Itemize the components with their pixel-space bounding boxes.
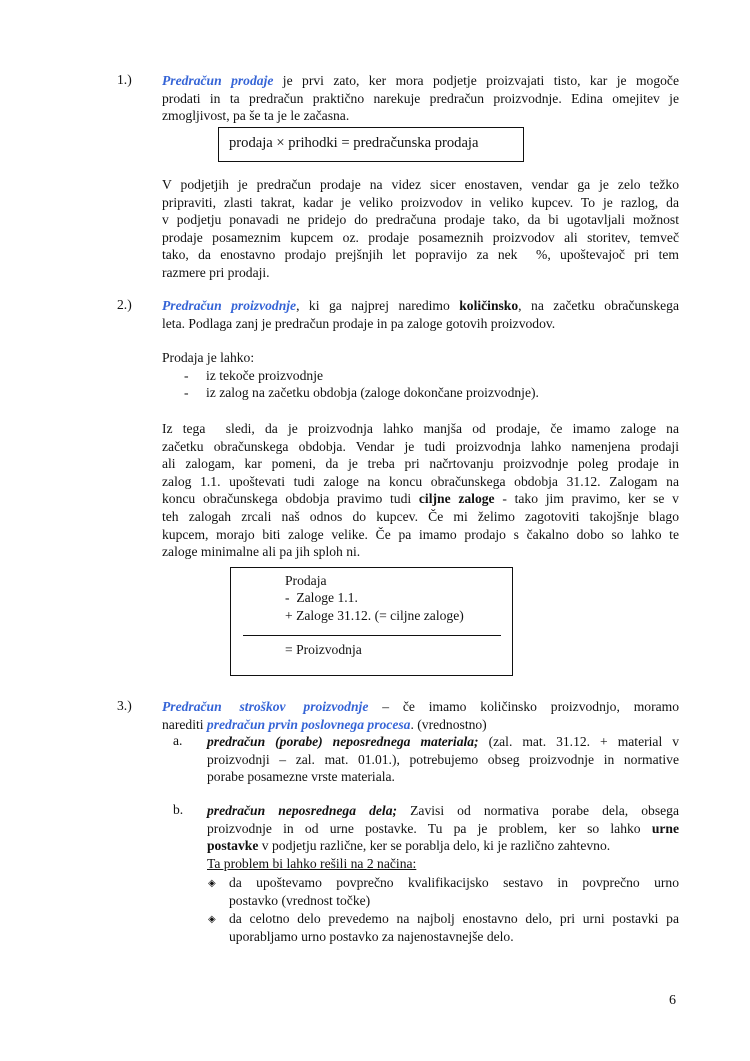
- section-3-term: Predračun stroškov proizvodnje: [162, 699, 369, 714]
- list-dash: -: [184, 368, 189, 383]
- formula-text: prodaja × prihodki = predračunska prodaja: [229, 135, 479, 151]
- diamond-bullet-icon: ◈: [208, 878, 216, 889]
- page-number: 6: [669, 993, 676, 1008]
- list-item: iz zalog na začetku obdobja (zaloge dokončane proizvodnje).: [206, 385, 539, 400]
- formula-box: [218, 127, 524, 162]
- calc-row: + Zaloge 31.12. (= ciljne zaloge): [285, 608, 464, 623]
- calc-row: - Zaloge 1.1.: [285, 590, 358, 605]
- sub-b-paragraph: predračun neposrednega dela; Zavisi od normativa porabe dela, obsega proizvodnje in od urne postavke. Tu pa je problem, ker so lahko urne postavke v podjetju različne, ker se porablja delo, ki je različno zahtevno. Ta problem bi lahko rešili na 2 načina:: [207, 803, 679, 871]
- sub-b-term: predračun neposrednega dela;: [207, 803, 398, 818]
- list-item: iz tekoče proizvodnje: [206, 368, 324, 383]
- section-2-paragraph: Iz tega sledi, da je proizvodnja lahko manjša od prodaje, če imamo zaloge na začetku obračunskega obdobja. Vendar je tudi proizvodnja lahko namenjena prodaji ali zalogam, kar pomeni, da je treba pri načrtovanju proizvodnje poleg prodaje in zalog 1.1. upoštevati tudi zaloge na koncu obračunskega obdobja 31.12. Zalogam na koncu obračunskega obdobja pravimo tudi ciljne zaloge - tako jim pravimo, ker se v teh zalogah zrcali naš odnos do kupcev. Če mi želimo zagotoviti takojšnje blago kupcem, morajo biti zaloge velike. Če pa imamo prodajo s čakalno dobo so lahko te zaloge minimalne ali pa jih sploh ni.: [162, 421, 679, 560]
- production-calc-box: [230, 567, 513, 676]
- sum-rule: [243, 635, 501, 636]
- calc-result: = Proizvodnja: [285, 642, 362, 657]
- section-3-number: 3.): [117, 698, 132, 713]
- section-3-intro: Predračun stroškov proizvodnje – če imamo količinsko proizvodnjo, moramo narediti predračun prvin poslovnega procesa. (vrednostno): [162, 699, 680, 732]
- section-1-term: Predračun prodaje: [162, 73, 274, 88]
- sub-a-paragraph: predračun (porabe) neposrednega materiala; (zal. mat. 31.12. + material v proizvodnji – zal. mat. 01.01.), potrebujemo obseg proizvodnje in normative porabe posamezne vrste materiala.: [207, 734, 679, 785]
- sub-a-term: predračun (porabe) neposrednega materiala;: [207, 734, 479, 749]
- diamond-bullet-icon: ◈: [208, 914, 216, 925]
- calc-row: Prodaja: [285, 573, 327, 588]
- section-1-intro: Predračun prodaje je prvi zato, ker mora podjetje proizvajati tisto, kar je mogoče prodati in ta predračun praktično narekuje predračun proizvodnje. Edina omejitev je zmogljivost, pa še ta je le začasna.: [162, 73, 679, 124]
- bullet-item: da celotno delo prevedemo na najbolj enostavno delo, pri urni postavki pa uporabljamo urno postavko za najenostavnejše delo.: [229, 911, 679, 944]
- section-2-intro: Predračun proizvodnje, ki ga najprej naredimo količinsko, na začetku obračunskega leta. Podlaga zanj je predračun prodaje in pa zaloge gotovih proizvodov.: [162, 298, 679, 331]
- list-intro: Prodaja je lahko:: [162, 350, 255, 365]
- list-dash: -: [184, 385, 189, 400]
- sub-a-letter: a.: [173, 733, 183, 748]
- section-1-paragraph: V podjetjih je predračun prodaje na videz sicer enostaven, vendar ga je zelo težko pripraviti, zlasti takrat, kadar je veliko proizvodov in veliko kupcev. To je razlog, da v podjetju ponavadi ne pridejo do predračuna prodaje tako, da bi ugotavljali možnost prodaje posameznim kupcem oz. prodaje posameznih proizvodov ali storitev, temveč tako, da enostavno prodajo prejšnjih let popravijo za nek %, upoštevajoč pri tem razmere pri prodaji.: [162, 177, 679, 280]
- sub-b-letter: b.: [173, 802, 184, 817]
- section-2-number: 2.): [117, 297, 132, 312]
- section-1-number: 1.): [117, 72, 132, 87]
- section-2-term: Predračun proizvodnje: [162, 298, 297, 313]
- section-3-subterm: predračun prvin poslovnega procesa: [206, 716, 411, 732]
- bullet-item: da upoštevamo povprečno kvalifikacijsko sestavo in povprečno urno postavko (vrednost točke): [229, 875, 679, 908]
- underlined-heading: Ta problem bi lahko rešili na 2 načina:: [207, 855, 417, 871]
